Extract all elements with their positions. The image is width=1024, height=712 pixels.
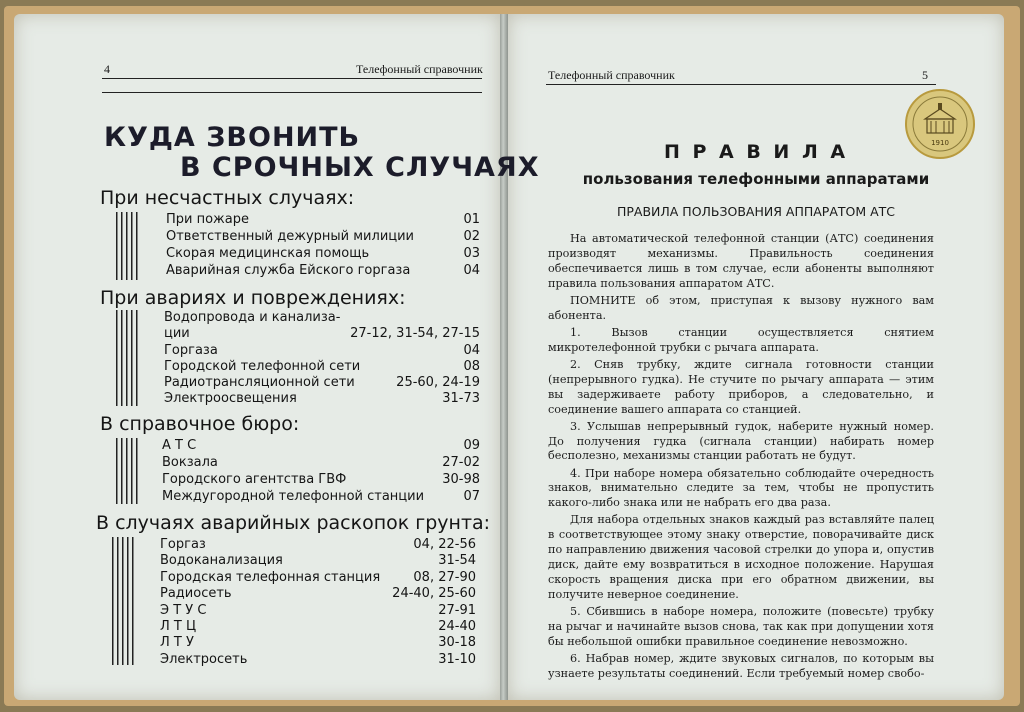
section-heading-breakdowns: При авариях и повреждениях: bbox=[100, 287, 406, 309]
section-bars bbox=[116, 310, 138, 406]
entry-label: Э Т У С bbox=[160, 603, 207, 618]
right-running-header: Телефонный справочник bbox=[548, 68, 675, 82]
entry-number: 09 bbox=[463, 438, 480, 453]
section-heading-excavations: В случаях аварийных раскопок грунта: bbox=[96, 512, 491, 534]
entry-number: 31-73 bbox=[442, 391, 480, 406]
entry-number: 24-40, 25-60 bbox=[392, 586, 476, 601]
rules-paragraph: 6. Набрав номер, ждите звуковых сигналов, по которым вы узнаете результаты соединений. Если требуемый номер свобо- bbox=[548, 651, 934, 680]
entry-number: 27-12, 31-54, 27-15 bbox=[350, 326, 480, 341]
section-bars bbox=[112, 537, 134, 665]
entry-number: 31-10 bbox=[438, 652, 476, 667]
rules-title: П Р А В И Л А bbox=[663, 141, 849, 163]
right-page-number: 5 bbox=[922, 68, 928, 82]
entry-number: 04 bbox=[463, 263, 480, 278]
rules-body bbox=[548, 232, 934, 684]
rules-paragraph: 4. При наборе номера обязательно соблюдайте очередность знаков, внимательно следите за тем, чтобы не пропустить какого-либо знака или не набрать его два раза. bbox=[548, 466, 934, 510]
rules-paragraph: 2. Сняв трубку, ждите сигнала готовности станции (непрерывного гудка). Не стучите по рычагу аппарата — этим вы задерживаете работу приборов, а следовательно, и соединение вашего аппарата со станцией. bbox=[548, 357, 934, 416]
entry-number: 04, 22-56 bbox=[413, 537, 476, 552]
left-header-rule-2 bbox=[102, 92, 482, 93]
left-header-rule bbox=[102, 78, 482, 79]
entry-label: Горгаза bbox=[164, 343, 218, 358]
entry-label: Междугородной телефонной станции bbox=[162, 489, 425, 504]
entry-label: Л Т У bbox=[160, 635, 194, 650]
right-header-rule bbox=[546, 84, 936, 85]
rules-paragraph: 1. Вызов станции осуществляется снятием микротелефонной трубки с рычага аппарата. bbox=[548, 325, 934, 354]
entry-number: 08, 27-90 bbox=[413, 570, 476, 585]
entry-label: Электросеть bbox=[160, 652, 248, 667]
entry-label: Л Т Ц bbox=[160, 619, 197, 634]
book-spine bbox=[500, 14, 508, 700]
entry-label: Аварийная служба Ейского горгаза bbox=[166, 263, 411, 278]
entry-number: 25-60, 24-19 bbox=[396, 375, 480, 390]
entry-number: 08 bbox=[463, 359, 480, 374]
entry-label: При пожаре bbox=[166, 212, 249, 227]
section-heading-info-desk: В справочное бюро: bbox=[100, 413, 300, 435]
entry-label: ции bbox=[164, 326, 190, 341]
section-bars bbox=[116, 438, 138, 504]
entry-label: Радиотрансляционной сети bbox=[164, 375, 355, 390]
entry-number: 31-54 bbox=[438, 553, 476, 568]
left-title-line-2: В СРОЧНЫХ СЛУЧАЯХ bbox=[180, 152, 540, 183]
entry-label: Ответственный дежурный милиции bbox=[166, 229, 415, 244]
stamp-year: 1910 bbox=[931, 139, 949, 147]
entry-label: Электроосвещения bbox=[164, 391, 297, 406]
entry-label: Скорая медицинская помощь bbox=[166, 246, 370, 261]
entry-label: Городская телефонная станция bbox=[160, 570, 381, 585]
entry-number: 27-91 bbox=[438, 603, 476, 618]
entry-label: Радиосеть bbox=[160, 586, 232, 601]
rules-paragraph: На автоматической телефонной станции (АТС) соединения производят механизмы. Правильность соединения обеспечивается лишь в том случае, если абоненты выполняют правила пользования аппаратом АТС. bbox=[548, 232, 934, 290]
entry-label: Вокзала bbox=[162, 455, 218, 470]
rules-paragraph: 5. Сбившись в наборе номера, положите (повесьте) трубку на рычаг и начинайте вызов снова, так как при допущении хотя бы небольшой ошибки правильное соединение невозможно. bbox=[548, 605, 934, 648]
rules-paragraph: 3. Услышав непрерывный гудок, наберите нужный номер. До получения гудка (сигнала станции) набирать номер бесполезно, механизмы станции работать не будут. bbox=[548, 419, 934, 463]
entry-number: 27-02 bbox=[442, 455, 480, 470]
entry-number: 07 bbox=[463, 489, 480, 504]
entry-label: Городской телефонной сети bbox=[164, 359, 361, 374]
entry-number: 02 bbox=[463, 229, 480, 244]
left-title-line-1: КУДА ЗВОНИТЬ bbox=[104, 122, 361, 153]
entry-number: 03 bbox=[463, 246, 480, 261]
section-bars bbox=[116, 212, 138, 280]
section-heading-accidents: При несчастных случаях: bbox=[100, 187, 355, 209]
rules-paragraph: ПОМНИТЕ об этом, приступая к вызову нужного вам абонента. bbox=[548, 293, 934, 322]
entry-label: Горгаз bbox=[160, 537, 206, 552]
entry-number: 30-98 bbox=[442, 472, 480, 487]
entry-label: Водопровода и канализа- bbox=[164, 310, 341, 325]
rules-subtitle: пользования телефонными аппаратами bbox=[582, 170, 930, 188]
entry-number: 30-18 bbox=[438, 635, 476, 650]
entry-number: 01 bbox=[463, 212, 480, 227]
left-running-header: Телефонный справочник bbox=[356, 62, 483, 76]
entry-number: 04 bbox=[463, 343, 480, 358]
entry-label: Водоканализация bbox=[160, 553, 283, 568]
rules-paragraph: Для набора отдельных знаков каждый раз вставляйте палец в соответствующее этому знаку отверстие, поворачивайте диск по направлению движения часовой стрелки до упора и, опустив диск, дайте ему возвратиться в исходное положение. Нарушая скорость вращения диска при его обратном движении, вы получите неверное соединение. bbox=[548, 513, 934, 601]
entry-label: Городского агентства ГВФ bbox=[162, 472, 347, 487]
rules-section-title: ПРАВИЛА ПОЛЬЗОВАНИЯ АППАРАТОМ АТС bbox=[616, 204, 896, 219]
entry-label: А Т С bbox=[162, 438, 197, 453]
entry-number: 24-40 bbox=[438, 619, 476, 634]
left-page-number: 4 bbox=[104, 62, 110, 76]
